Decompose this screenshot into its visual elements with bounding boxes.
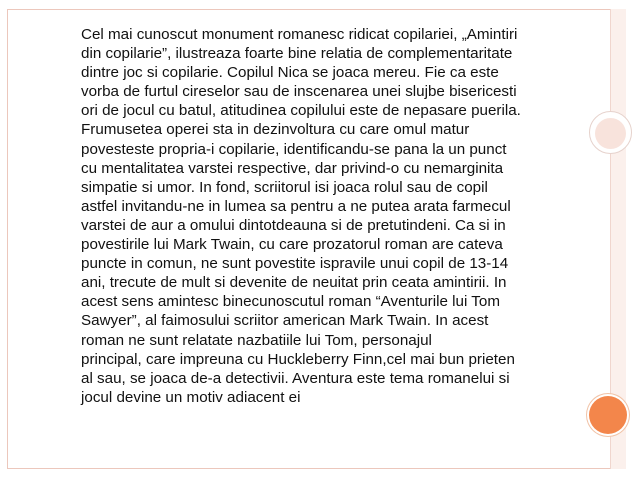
body-paragraph [81, 25, 577, 407]
decorative-circle-orange [589, 396, 627, 434]
decorative-circle-light [595, 118, 626, 149]
text-line: povesteste propria-i copilarie, identificandu-se pana la un punct [81, 140, 507, 158]
text-line: vorba de furtul cireselor sau de inscenarea unei slujbe bisericesti [81, 83, 517, 101]
text-line: Sawyer”, al faimosului scriitor american Mark Twain. In acest [81, 312, 489, 330]
text-line: roman ne sunt relatate nazbatiile lui Tom, personajul [81, 331, 432, 349]
text-line: puncte in comun, ne sunt povestite ispravile unui copil de 13-14 [81, 255, 509, 273]
text-line: ani, trecute de mult si devenite de neuitat prin ceata amintirii. In [81, 274, 507, 292]
text-line: povestirile lui Mark Twain, cu care prozatorul roman are cateva [81, 236, 503, 254]
text-line: varstei de aur a omului dintotdeauna si de pretutindeni. Ca si in [81, 216, 506, 234]
text-line: dintre joc si copilarie. Copilul Nica se joaca mereu. Fie ca este [81, 64, 499, 82]
text-line: Cel mai cunoscut monument romanesc ridicat copilariei, „Amintiri [81, 26, 518, 43]
text-line: Frumusetea operei sta in dezinvoltura cu care omul matur [81, 121, 470, 139]
text-line: astfel invitandu-ne in lumea sa pentru a ne putea arata farmecul [81, 197, 511, 215]
text-line: jocul devine un motiv adiacent ei [81, 388, 301, 406]
text-line: cu mentalitatea varstei respective, dar privind-o cu nemarginita [81, 159, 504, 177]
text-line: principal, care impreuna cu Huckleberry Finn,cel mai bun prieten [81, 350, 515, 368]
text-line: acest sens amintesc binecunoscutul roman “Aventurile lui Tom [81, 293, 500, 311]
text-line: din copilarie”, ilustreaza foarte bine relatia de complementaritate [81, 45, 513, 63]
text-line: al sau, se joaca de-a detectivii. Aventura este tema romanelui si [81, 369, 510, 387]
text-line: simpatie si umor. In fond, scriitorul isi joaca rolul sau de copil [81, 178, 488, 196]
text-line: ori de jocul cu batul, atitudinea copilului este de nepasare puerila. [81, 102, 521, 120]
